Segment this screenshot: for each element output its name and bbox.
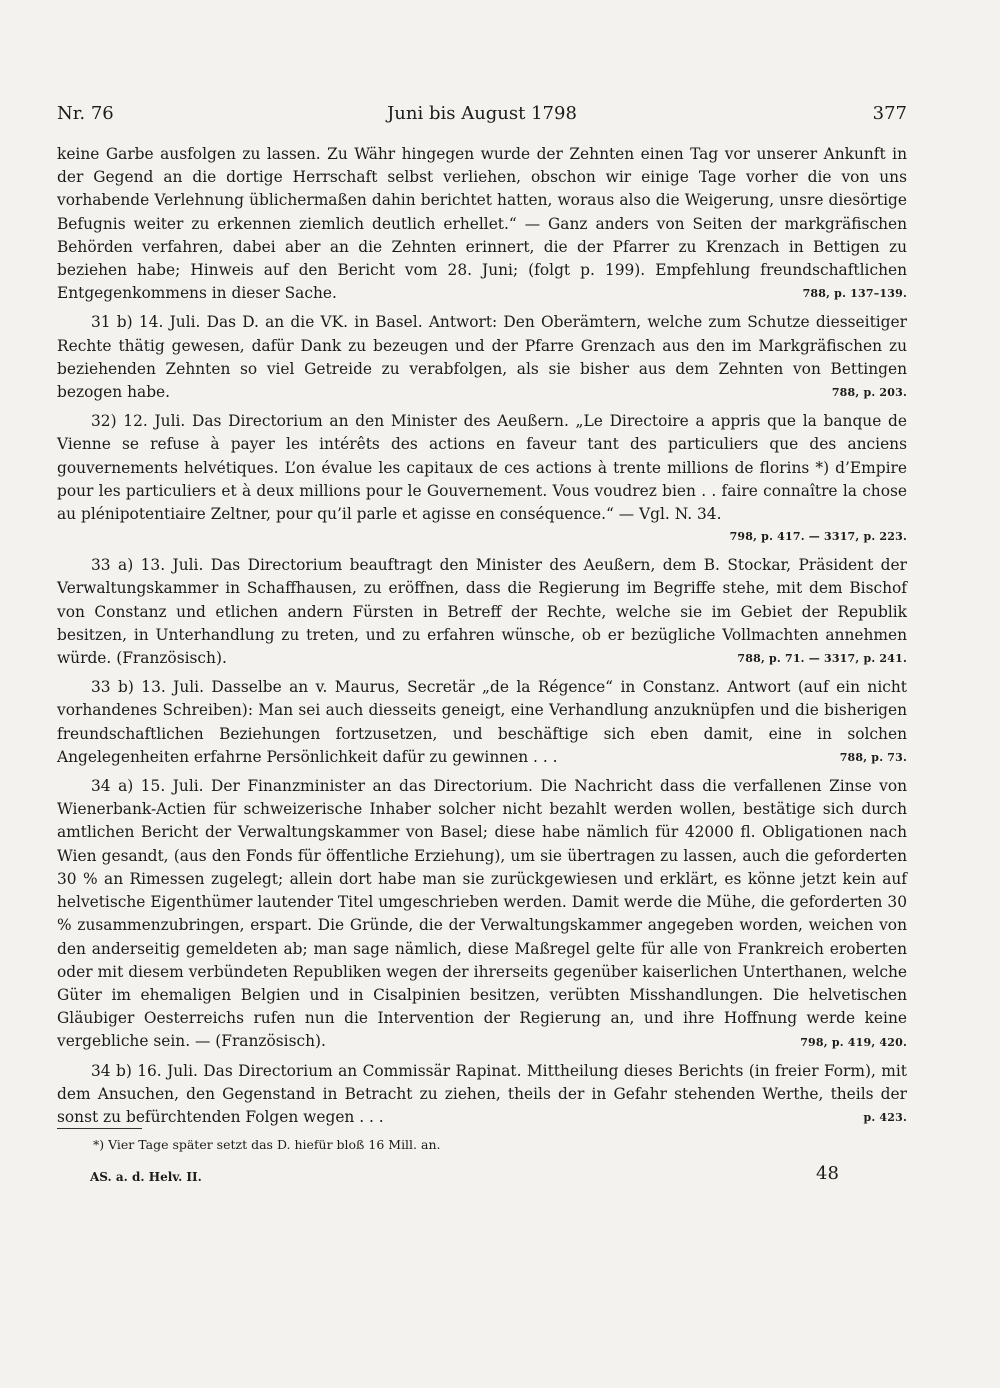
document-body bbox=[57, 143, 907, 1135]
entry-34a bbox=[57, 775, 907, 1053]
header-title: Juni bis August 1798 bbox=[387, 103, 577, 124]
paragraph-text: 34 a) 15. Juli. Der Finanzminister an das Directorium. Die Nachricht dass die verfallenen Zinse von Wienerbank-Actien für schweizerische Inhaber solcher nicht bezahlt werden wollen, bestätige sich durch amtlichen Bericht der Verwaltungskammer von Basel; diese habe nämlich für 42000 fl. Obligationen nach Wien gesandt, (aus den Fonds für öffentliche Erziehung), um sie übertragen zu lassen, auch die geforderten 30 % an Rimessen zugelegt; allein dort habe man sie zurückgewiesen und erklärt, es könne jetzt kein auf helvetische Eigenthümer lautender Titel umgeschrieben werden. Damit werde die Mühe, die geforderten 30 % zusammenzubringen, erspart. Die Gründe, die der Verwaltungskammer angegeben worden, weichen von den anderseitig gemeldeten ab; man sage nämlich, diese Maßregel gelte für alle von Frankreich eroberten oder mit diesem verbündeten Republiken wegen der ihrerseits gegenüber kaiserlichen Unterthanen, welche Güter im ehemaligen Belgien und in Cisalpinien besitzen, verübten Misshandlungen. Die helvetischen Gläubiger Oesterreichs rufen nun die Intervention der Regierung an, und ihre Hoffnung werde keine vergebliche sein. — (Französisch). bbox=[57, 777, 907, 1051]
signature-mark: AS. a. d. Helv. II. bbox=[90, 1170, 202, 1184]
archive-reference: 788, p. 73. bbox=[839, 751, 907, 765]
paragraph-text: 33 a) 13. Juli. Das Directorium beauftragt den Minister des Aeußern, dem B. Stockar, Präsident der Verwaltungskammer in Schaffhausen, zu eröffnen, dass die Regierung im Begriffe stehe, mit dem Bischof von Constanz und etlichen andern Fürsten in Betreff der Rechte, welche sie im Gebiet der Republik besitzen, in Unterhandlung zu treten, und zu erfahren wünsche, ob er bezügliche Vollmachten annehmen würde. (Französisch). bbox=[57, 556, 907, 668]
paragraph-text: 33 b) 13. Juli. Dasselbe an v. Maurus, Secretär „de la Régence“ in Constanz. Antwort (auf ein nicht vorhandenes Schreiben): Man sei auch diesseits geneigt, eine Verhandlung anzuknüpfen und die bisherigen freundschaftlichen Beziehungen fortzusetzen, und beschäftige sich eben damit, eine in solchen Angelegenheiten erfahrne Persönlichkeit dafür zu gewinnen . . . bbox=[57, 678, 907, 766]
archive-reference: 798, p. 419, 420. bbox=[800, 1035, 907, 1049]
paragraph-text: 32) 12. Juli. Das Directorium an den Minister des Aeußern. „Le Directoire a appris que la banque de Vienne se refuse à payer les intérêts des actions en faveur tant des particuliers que des anciens gouvernements helvétiques. L’on évalue les capitaux de ces actions à trente millions de florins *) d’Empire pour les particuliers et à deux millions pour le Gouvernement. Vous voudrez bien . . faire connaître la chose au plénipotentiaire Zeltner, pour qu’il parle et agisse en conséquence.“ — Vgl. N. 34. bbox=[57, 412, 907, 524]
entry-31b bbox=[57, 311, 907, 404]
sheet-number: 48 bbox=[816, 1163, 839, 1184]
archive-reference: 788, p. 71. — 3317, p. 241. bbox=[737, 652, 907, 666]
paragraph-text: keine Garbe ausfolgen zu lassen. Zu Währ hingegen wurde der Zehnten einen Tag vor unserer Ankunft in der Gegend an die dortige Herrschaft selbst verliehen, obschon wir einige Tage vorher die von uns vorhabende Verlehnung üblichermaßen dahin berichtet hatten, woraus also die Weigerung, unsre diesörtige Befugnis weiter zu erkennen ziemlich deutlich erhellet.“ — Ganz anders von Seiten der markgräfischen Behörden verfahren, dabei aber an die Zehnten erinnert, die der Pfarrer zu Krenzach in Bettigen zu beziehen habe; Hinweis auf den Bericht vom 28. Juni; (folgt p. 199). Empfehlung freundschaftlichen Entgegenkommens in dieser Sache. bbox=[57, 145, 907, 303]
entry-34b bbox=[57, 1060, 907, 1130]
entry-33a bbox=[57, 554, 907, 670]
archive-reference: 788, p. 137–139. bbox=[802, 287, 907, 301]
archive-reference: p. 423. bbox=[863, 1111, 907, 1125]
footnote: *) Vier Tage später setzt das D. hiefür bloß 16 Mill. an. bbox=[93, 1137, 441, 1152]
document-number: Nr. 76 bbox=[57, 103, 114, 124]
entry-32 bbox=[57, 410, 907, 548]
paragraph-text: 31 b) 14. Juli. Das D. an die VK. in Basel. Antwort: Den Oberämtern, welche zum Schutze diesseitiger Rechte thätig gewesen, dafür Dank zu bezeugen und der Pfarre Grenzach aus den im Markgräfischen zu beziehenden Zehnten so viel Getreide zu verabfolgen, als sie bisher aus dem Zehnten von Bettingen bezogen habe. bbox=[57, 313, 907, 402]
running-header bbox=[57, 103, 907, 129]
page-number: 377 bbox=[872, 103, 907, 124]
paragraph-text: 34 b) 16. Juli. Das Directorium an Commissär Rapinat. Mittheilung dieses Berichts (in freier Form), mit dem Ansuchen, den Gegenstand in Betracht zu ziehen, theils der in Gefahr stehenden Werthe, theils der sonst zu befürchtenden Folgen wegen . . . bbox=[57, 1061, 907, 1126]
paragraph-continuation bbox=[57, 143, 907, 305]
archive-reference: 788, p. 203. bbox=[831, 386, 907, 400]
archive-reference: 798, p. 417. — 3317, p. 223. bbox=[729, 530, 907, 544]
entry-33b bbox=[57, 676, 907, 769]
footnote-divider bbox=[57, 1128, 142, 1129]
